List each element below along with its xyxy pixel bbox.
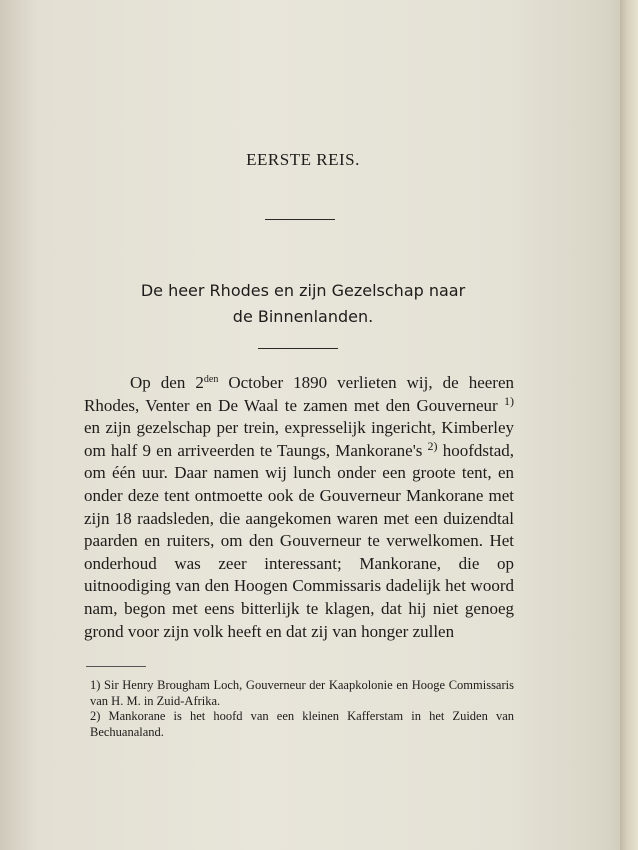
footnote-ref-1: 1) [504, 393, 514, 408]
body-paragraph [84, 372, 514, 643]
section-title-line-2: de Binnenlanden. [232, 307, 374, 326]
title-divider [265, 219, 335, 220]
page-edge [620, 0, 638, 850]
ordinal-suffix: den [203, 374, 219, 385]
text-run: hoofdstad, om één uur. Daar namen wij lunch onder een groote tent, en onder deze tent ontmoette ook de Gouverneur Mankorane met zijn 18 raadsleden, die aangekomen waren met een duizendtal paarden en ruiters, om den Gouverneur te verwelkomen. Het onderhoud was zeer interessant; Mankorane, die op uitnoodiging van den Hoogen Commissaris dadelijk het woord nam, begon met eens bitterlijk te klagen, dat hij niet genoeg grond voor zijn volk heeft en dat zij van honger zullen [84, 440, 515, 641]
paragraph [84, 372, 514, 643]
footnote-divider [86, 666, 146, 667]
text-run: Op den 2 [130, 373, 204, 392]
section-divider [258, 348, 338, 349]
text-run: October 1890 verlieten wij, de heeren Rhodes, Venter en De Waal te zamen met den Gouverneur [84, 373, 514, 415]
footnote-ref-2: 2) [427, 438, 438, 453]
footnote-2: 2) Mankorane is het hoofd van een kleinen Kafferstam in het Zuiden van Bechuanaland. [90, 709, 514, 739]
section-title [0, 278, 606, 330]
chapter-title: EERSTE REIS. [246, 150, 360, 169]
text-run: en zijn gezelschap per trein, expresselijk ingericht, Kimberley om half 9 en arriveerden te Taungs, Mankorane's [84, 418, 514, 460]
section-title-line-1: De heer Rhodes en zijn Gezelschap naar [140, 281, 466, 300]
footnotes [90, 678, 514, 740]
footnote-1: 1) Sir Henry Brougham Loch, Gouverneur der Kaapkolonie en Hooge Commissaris van H. M. in Zuid-Afrika. [90, 678, 514, 708]
